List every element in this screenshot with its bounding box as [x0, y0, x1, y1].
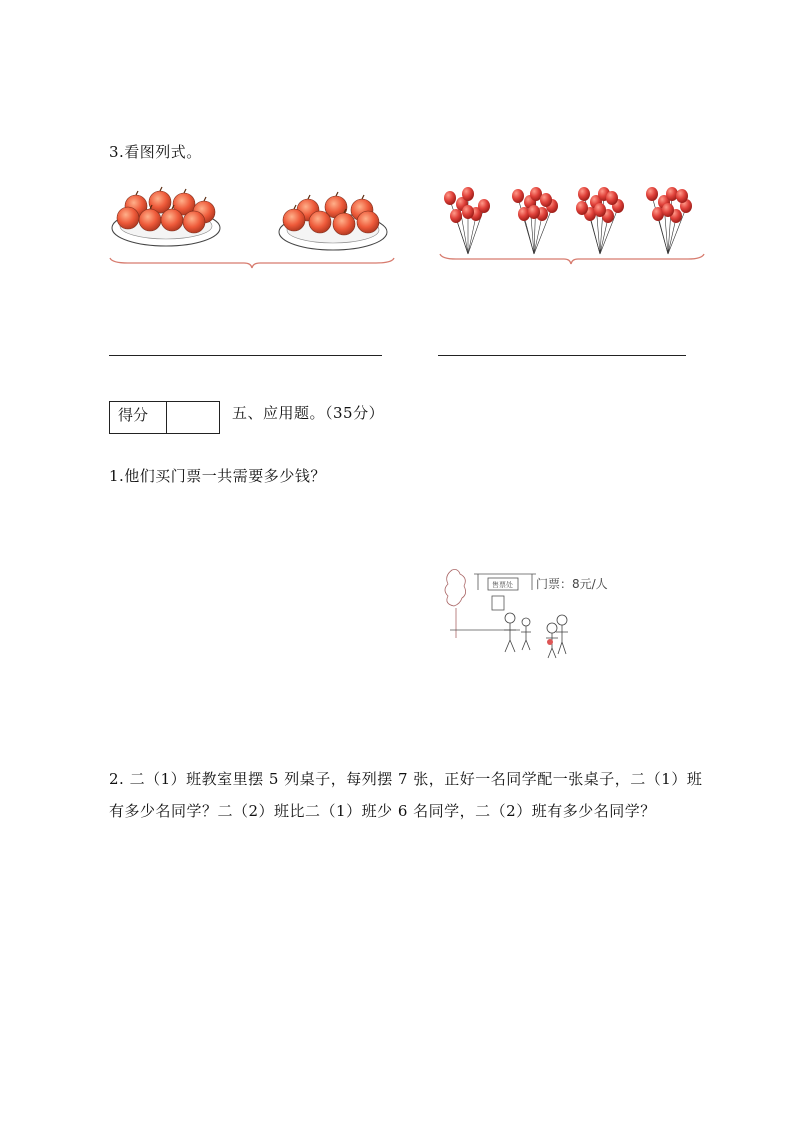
- apple-plates-illustration: [108, 180, 398, 270]
- score-label: 得分: [110, 402, 167, 433]
- ticket-scene-sketch: [440, 560, 625, 668]
- balloon-bunch-3: [576, 187, 624, 254]
- answer-line-balloons[interactable]: [438, 355, 686, 356]
- section-3-title: 3.看图列式。: [109, 143, 202, 161]
- ticket-price-sign: 门票：8元/人: [536, 577, 608, 591]
- score-field[interactable]: [167, 402, 219, 433]
- balloon-bunches-illustration: [438, 182, 706, 268]
- balloon-bunch-1: [444, 187, 490, 254]
- section-5-heading: 五、应用题。（35分）: [232, 404, 385, 422]
- balloon-brace: [440, 254, 704, 264]
- people-sketch: [504, 613, 568, 658]
- problem-2-line-1: 2. 二（1）班教室里摆 5 列桌子，每列摆 7 张，正好一名同学配一张桌子，二（1）班: [109, 770, 703, 788]
- plate-right: [279, 192, 387, 250]
- plate-left: [112, 187, 220, 246]
- problem-2-line-2: 有多少名同学？二（2）班比二（1）班少 6 名同学，二（2）班有多少名同学？: [109, 802, 656, 820]
- problem-1-text: 1.他们买门票一共需要多少钱？: [109, 467, 326, 485]
- apple-brace: [110, 258, 394, 268]
- answer-line-apples[interactable]: [109, 355, 382, 356]
- balloon-bunch-4: [646, 187, 692, 254]
- balloon-bunch-2: [512, 187, 558, 254]
- child-shirt-accent: [547, 639, 553, 645]
- score-box: [109, 401, 220, 434]
- ticket-booth-label: 售票处: [492, 581, 513, 589]
- tree-sketch: [445, 570, 466, 639]
